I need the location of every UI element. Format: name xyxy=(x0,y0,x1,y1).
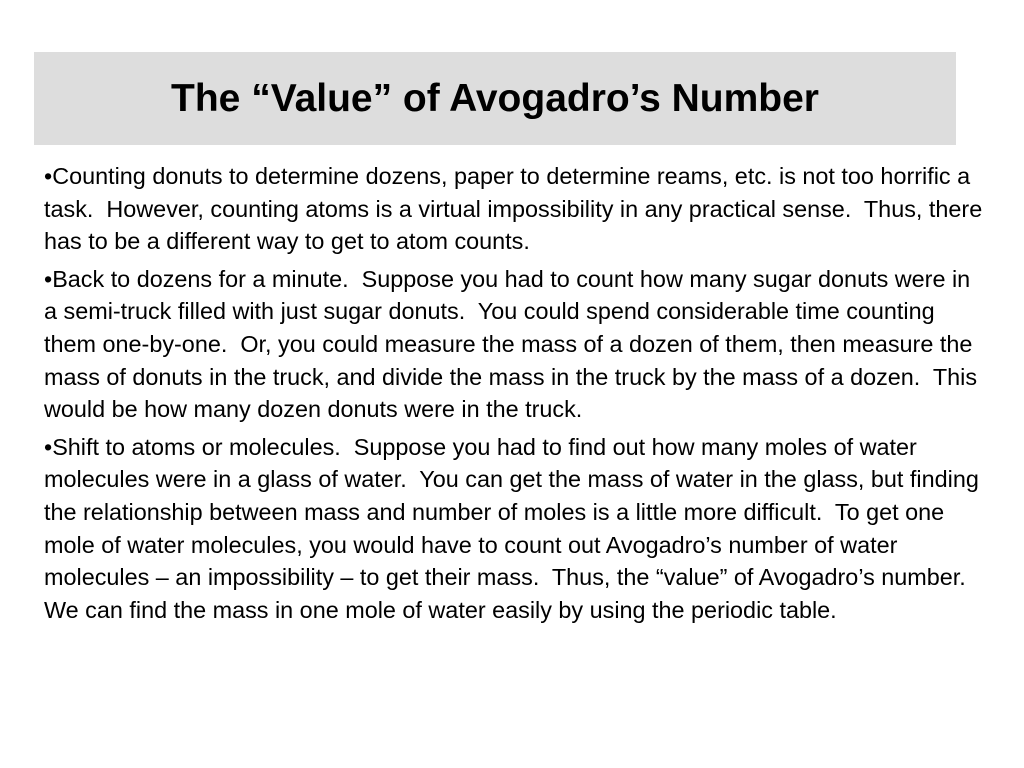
bullet-paragraph: •Counting donuts to determine dozens, paper to determine reams, etc. is not too horrific a task. However, counting atoms is a virtual impossibility in any practical sense. Thus, there has to be a different way to get to atom counts. xyxy=(44,163,989,255)
title-bar xyxy=(34,52,956,145)
bullet-paragraph: •Shift to atoms or molecules. Suppose you had to find out how many moles of water molecules were in a glass of water. You can get the mass of water in the glass, but finding the relationship between mass and number of moles is a little more difficult. To get one mole of water molecules, you would have to count out Avogadro’s number of water molecules – an impossibility – to get their mass. Thus, the “value” of Avogadro’s number. We can find the mass in one mole of water easily by using the periodic table. xyxy=(44,433,986,623)
bullet-paragraph: •Back to dozens for a minute. Suppose you had to count how many sugar donuts were in a semi-truck filled with just sugar donuts. You could spend considerable time counting them one-by-one. Or, you could measure the mass of a dozen of them, then measure the mass of donuts in the truck, and divide the mass in the truck by the mass of a dozen. This would be how many dozen donuts were in the truck. xyxy=(44,265,984,423)
slide-title: The “Value” of Avogadro’s Number xyxy=(171,76,819,120)
slide-body xyxy=(44,160,989,631)
